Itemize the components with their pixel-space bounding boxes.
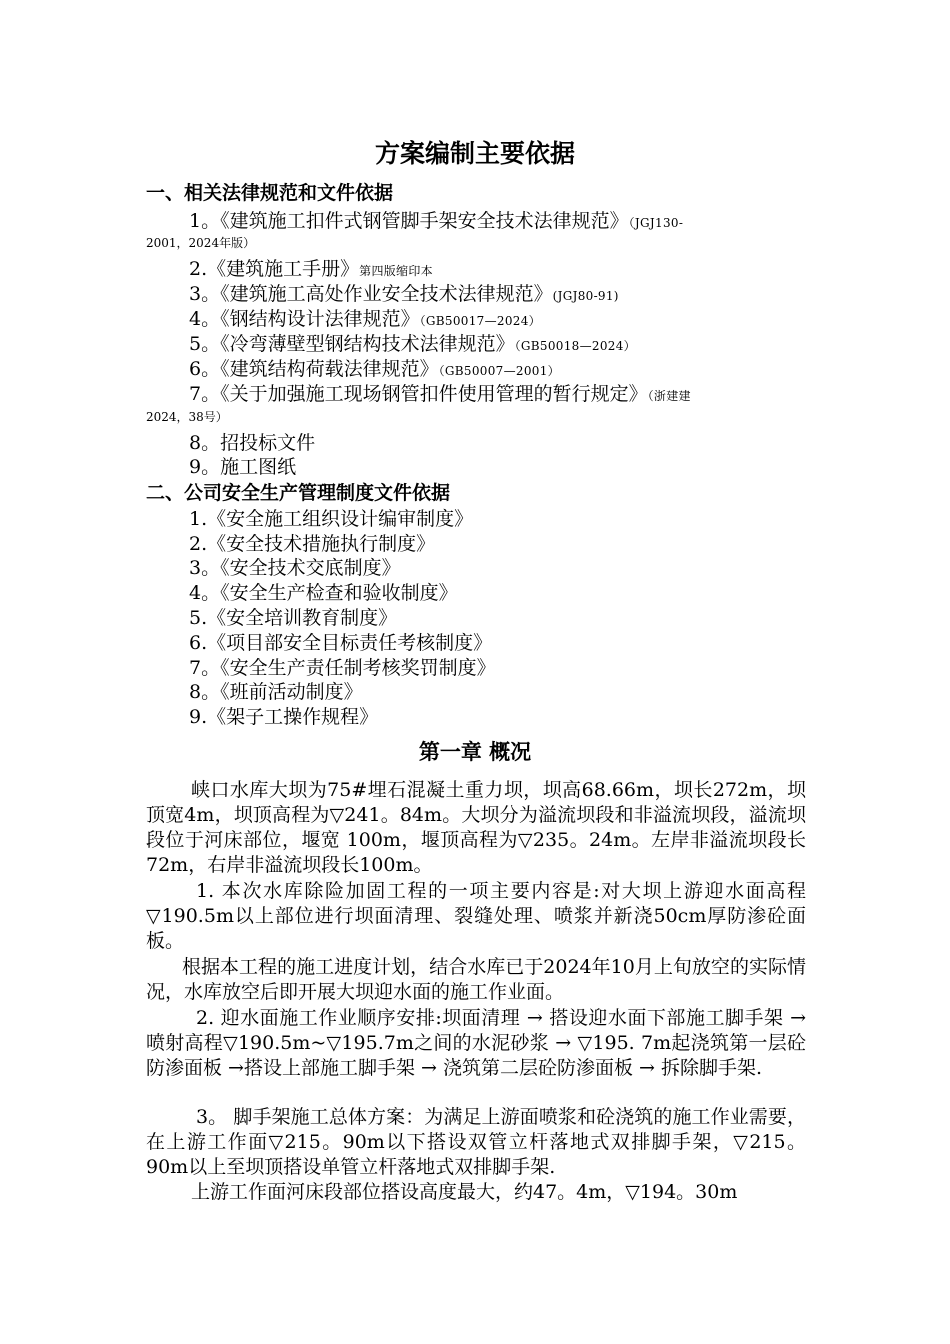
list-item [189,455,296,479]
item-number: 7。 [189,657,221,679]
list-item [189,431,315,455]
list-item [189,705,378,729]
item-reference: 第四版缩印本 [359,264,433,278]
item-text: 《建筑结构荷载法律规范》 [220,358,439,380]
item-text: 《架子工操作规程》 [207,706,379,728]
item-number: 8。 [189,432,221,454]
item-text: 《项目部安全目标责任考核制度》 [207,632,493,654]
list-item [189,382,691,408]
item-text: 《安全生产检查和验收制度》 [220,582,458,604]
paragraph: 根据本工程的施工进度计划，结合水库已于2024年10月上旬放空的实际情况，水库放空后即开展大坝迎水面的施工作业面。 [146,956,806,1003]
item-number: 2. [189,258,208,280]
item-number: 4。 [189,308,221,330]
item-text: 《安全生产责任制考核奖罚制度》 [220,657,496,679]
list-item [189,209,683,235]
item-number: 4。 [189,582,221,604]
item-text: 《建筑施工高处作业安全技术法律规范》 [220,283,553,305]
item-continuation: 2001，2024年版） [146,236,256,250]
document-title: 方案编制主要依据 [374,139,575,168]
list-item [189,532,435,556]
list-item [189,282,619,308]
item-number: 6. [189,632,208,654]
list-item [189,556,401,580]
item-number: 3。 [189,557,221,579]
paragraph: 2. 迎水面施工作业顺序安排:坝面清理 → 搭设迎水面下部施工脚手架 → 喷射高程▽190.5m~▽195.7m之间的水泥砂浆 → ▽195. 7m起浇筑第一层砼防渗面板 →搭设上部施工脚手架 → 浇筑第二层砼防渗面板 → 拆除脚手架. [146,1007,806,1079]
item-reference: （JGJ130- [628,216,684,230]
section-heading-company-rules: 二、公司安全生产管理制度文件依据 [146,482,451,504]
list-item [189,656,496,680]
list-item [189,307,541,333]
item-number: 5. [189,607,208,629]
item-text: 招投标文件 [220,432,316,454]
list-item [189,631,492,655]
item-number: 7。 [189,383,221,405]
item-continuation: 2024，38号） [146,410,228,424]
list-item [189,332,636,358]
item-text: 《钢结构设计法律规范》 [220,308,420,330]
paragraph: 3。 脚手架施工总体方案：为满足上游面喷浆和砼浇筑的施工作业需要，在上游工作面▽215。90m以下搭设双管立杆落地式双排脚手架，▽215。90m以上至坝顶搭设单管立杆落地式双排脚手架. [146,1106,806,1178]
item-text: 《安全技术交底制度》 [220,557,401,579]
chapter-title: 第一章 概况 [418,740,532,764]
item-number: 9。 [189,456,221,478]
section-heading-legal-basis: 一、相关法律规范和文件依据 [146,182,394,204]
item-number: 3。 [189,283,221,305]
paragraph: 峡口水库大坝为75#埋石混凝土重力坝，坝高68.66m，坝长272m，坝顶宽4m，坝顶高程为▽241。84m。大坝分为溢流坝段和非溢流坝段，溢流坝段位于河床部位，堰宽 100m，堰顶高程为▽235。24m。左岸非溢流坝段长72m，右岸非溢流坝段长100m。 [146,779,806,876]
item-text: 《安全技术措施执行制度》 [207,533,436,555]
item-text: 《安全施工组织设计编审制度》 [207,508,474,530]
item-number: 6。 [189,358,221,380]
list-item [189,581,458,605]
item-number: 1。 [189,210,221,232]
item-reference: （GB50018—2024） [514,339,636,353]
item-text: 《冷弯薄壁型钢结构技术法律规范》 [220,333,515,355]
list-item [189,680,363,704]
item-text: 《关于加强施工现场钢管扣件使用管理的暂行规定》 [220,383,648,405]
list-item [189,606,397,630]
item-text: 《班前活动制度》 [220,681,363,703]
list-item [189,357,560,383]
item-number: 5。 [189,333,221,355]
item-reference: （GB50017—2024） [419,314,541,328]
item-number: 9. [189,706,208,728]
item-text: 《建筑施工手册》 [207,258,360,280]
item-text: 《安全培训教育制度》 [207,607,398,629]
item-number: 2. [189,533,208,555]
paragraph: 上游工作面河床段部位搭设高度最大，约47。4m，▽194。30m [191,1181,738,1203]
item-text: 施工图纸 [220,456,297,478]
paragraph: 1. 本次水库除险加固工程的一项主要内容是:对大坝上游迎水面高程▽190.5m以上部位进行坝面清理、裂缝处理、喷浆并新浇50cm厚防渗砼面板。 [146,880,806,952]
list-item [189,507,473,531]
item-number: 1. [189,508,208,530]
list-item [189,257,433,283]
item-reference: (JGJ80-91) [552,289,619,303]
item-text: 《建筑施工扣件式钢管脚手架安全技术法律规范》 [220,210,629,232]
item-reference: （浙建建 [647,389,691,403]
item-number: 8。 [189,681,221,703]
item-reference: （GB50007—2001） [438,364,560,378]
